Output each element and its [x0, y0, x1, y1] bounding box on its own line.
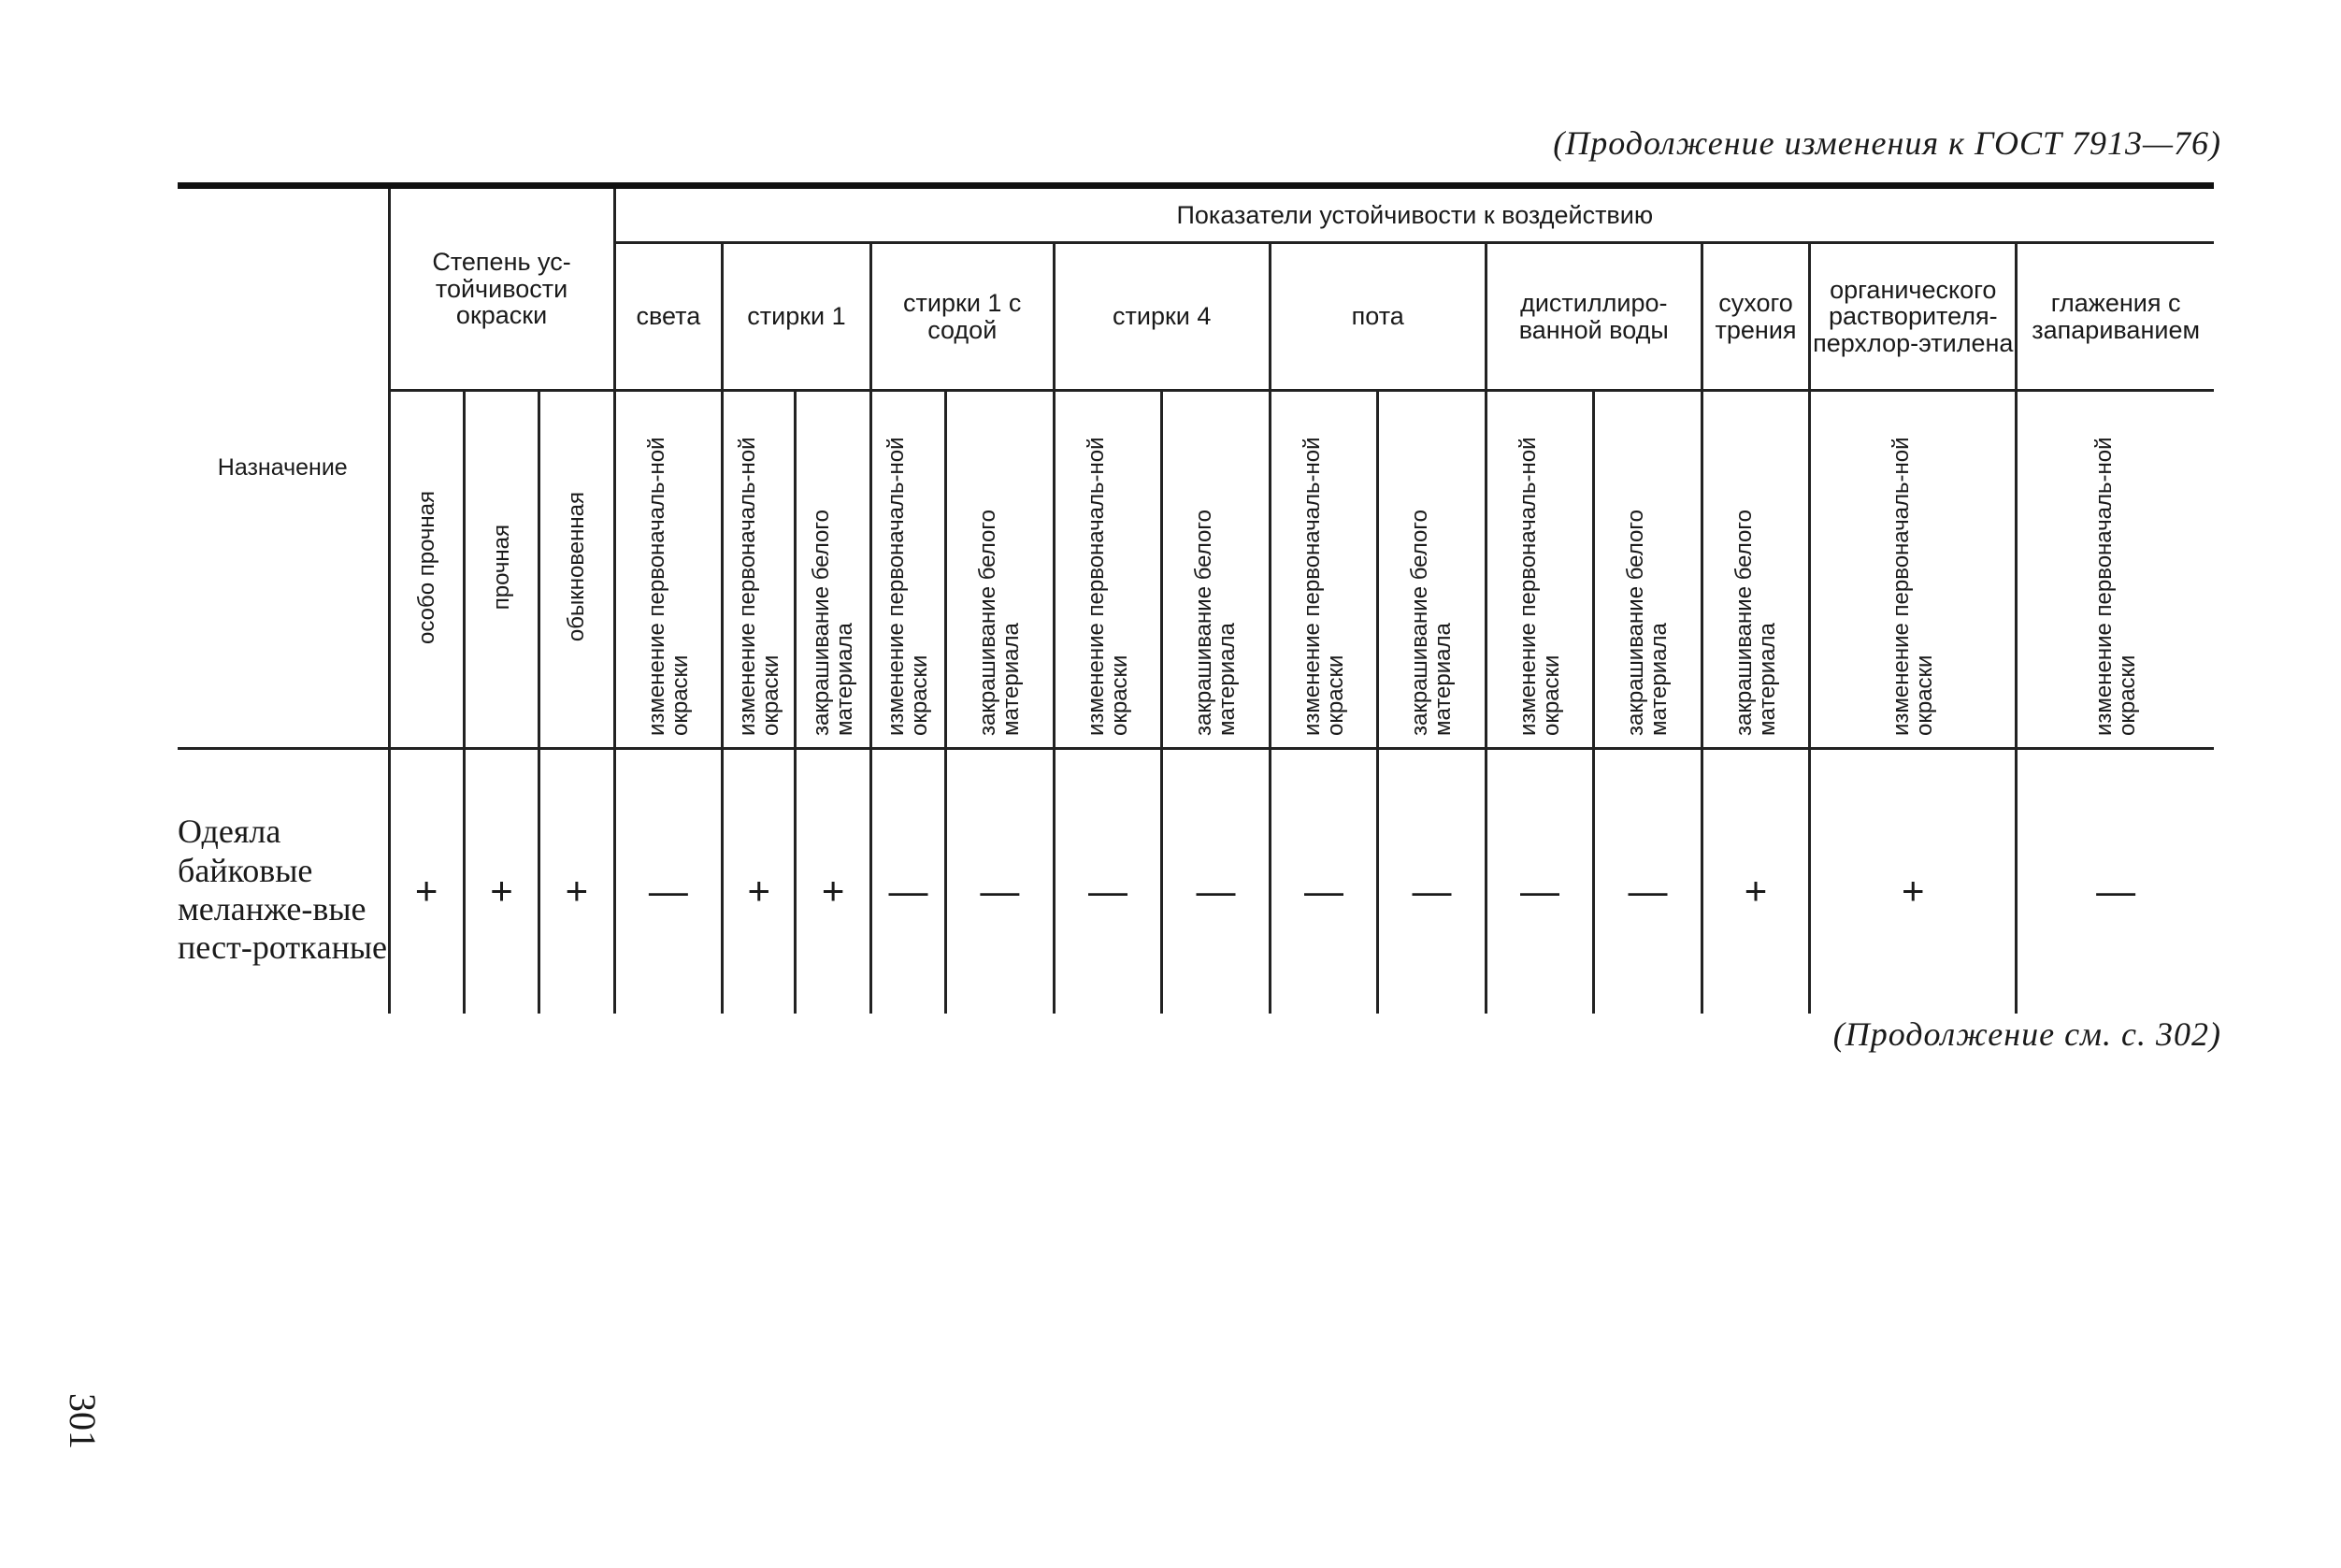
indicator-col-header [1594, 391, 1702, 749]
sub-header-row [178, 391, 2214, 749]
indicator-col-header-text: закрашивание белого материала [1191, 509, 1241, 736]
indicator-col-header [1810, 391, 2017, 749]
mark-cell: + [1702, 749, 1810, 1014]
group-header: стирки 1 [723, 243, 871, 391]
purpose-header: Назначение [178, 186, 389, 749]
indicator-col-header [870, 391, 945, 749]
running-head: (Продолжение изменения к ГОСТ 7913—76) [1553, 124, 2221, 162]
group-header: пота [1270, 243, 1486, 391]
mark-cell: — [614, 749, 723, 1014]
indicator-col-header [2017, 391, 2214, 749]
group-header: стирки 1 с содой [870, 243, 1054, 391]
mark-cell: — [946, 749, 1055, 1014]
indicator-col-header-text: закрашивание белого материала [1731, 509, 1781, 736]
degree-col-header-text: обыкновенная [564, 492, 590, 642]
indicator-col-header-text: изменение первоначаль-ной окраски [1515, 437, 1564, 736]
purpose-cell: Одеяла байковые меланже-вые пест-роткaные [178, 749, 389, 1014]
indicator-col-header [723, 391, 796, 749]
mark-cell: + [464, 749, 539, 1014]
group-header: сухого трения [1702, 243, 1810, 391]
mark-cell: + [539, 749, 614, 1014]
mark-cell: — [2017, 749, 2214, 1014]
table-body [178, 749, 2214, 1014]
group-header: стирки 4 [1054, 243, 1270, 391]
indicator-col-header [796, 391, 870, 749]
indicator-col-header [1702, 391, 1810, 749]
mark-cell: — [1054, 749, 1162, 1014]
indicator-col-header-text: изменение первоначаль-ной окраски [643, 437, 693, 736]
indicator-col-header [1270, 391, 1378, 749]
indicator-col-header [614, 391, 723, 749]
indicator-col-header-text: закрашивание белого материала [975, 509, 1025, 736]
indicator-col-header [1162, 391, 1271, 749]
indicator-col-header-text: изменение первоначаль-ной окраски [1299, 437, 1348, 736]
table-row [178, 749, 2214, 1014]
indicator-col-header [1486, 391, 1594, 749]
indicator-col-header-text: изменение первоначаль-ной окраски [734, 437, 783, 736]
group-header: органического растворителя-перхлор-этилена [1810, 243, 2017, 391]
degree-col-header-text: особо прочная [413, 490, 439, 644]
indicator-col-header-text: изменение первоначаль-ной окраски [1083, 437, 1132, 736]
mark-cell: + [1810, 749, 2017, 1014]
group-header: глажения с запариванием [2017, 243, 2214, 391]
mark-cell: + [389, 749, 464, 1014]
degree-col-header-text: прочная [488, 524, 514, 611]
indicator-col-header-text: изменение первоначаль-ной окраски [883, 437, 933, 736]
degree-col-header [539, 391, 614, 749]
mark-cell: — [870, 749, 945, 1014]
mark-cell: + [796, 749, 870, 1014]
mark-cell: + [723, 749, 796, 1014]
indicator-col-header-text: изменение первоначаль-ной окраски [2090, 437, 2141, 736]
indicator-col-header-text: закрашивание белого материала [808, 509, 858, 736]
indicator-col-header-text: закрашивание белого материала [1407, 509, 1457, 736]
mark-cell: — [1270, 749, 1378, 1014]
group-header: дистиллиро-ванной воды [1486, 243, 1702, 391]
indicator-col-header-text: изменение первоначаль-ной окраски [1889, 437, 1938, 736]
indicators-header: Показатели устойчивости к воздействию [614, 186, 2214, 243]
mark-cell: — [1378, 749, 1486, 1014]
continued-note: (Продолжение см. с. 302) [1832, 1015, 2221, 1053]
mark-cell: — [1162, 749, 1271, 1014]
indicator-col-header [1054, 391, 1162, 749]
indicator-col-header [1378, 391, 1486, 749]
degree-col-header [389, 391, 464, 749]
degree-col-header [464, 391, 539, 749]
gost-table [178, 182, 2214, 1014]
mark-cell: — [1594, 749, 1702, 1014]
group-header: света [614, 243, 723, 391]
page-number: 301 [62, 1393, 104, 1449]
mark-cell: — [1486, 749, 1594, 1014]
degree-header: Степень ус-тойчивости окраски [389, 186, 614, 391]
indicator-col-header-text: закрашивание белого материала [1623, 509, 1673, 736]
indicator-col-header [946, 391, 1055, 749]
